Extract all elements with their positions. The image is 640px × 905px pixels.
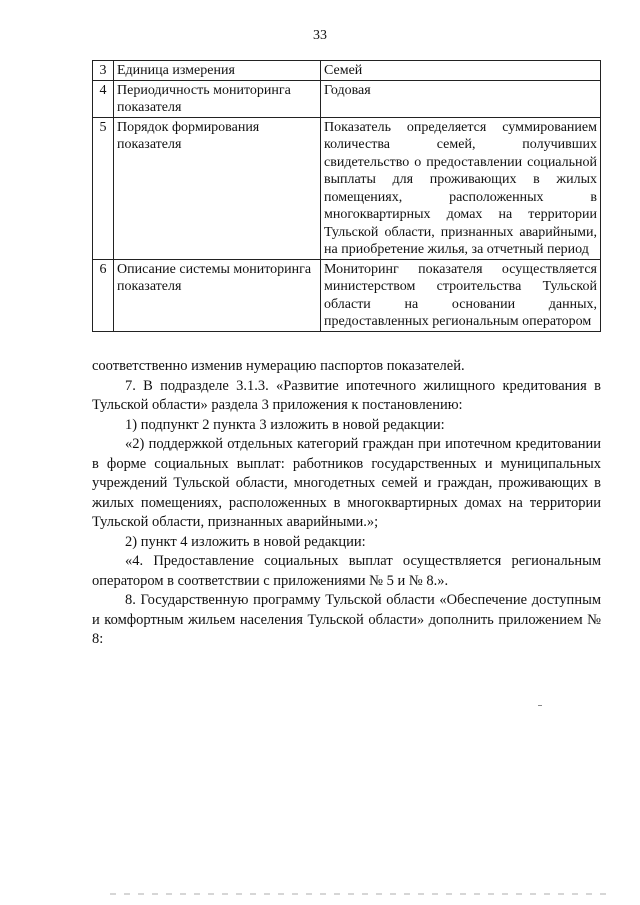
paragraph: 1) подпункт 2 пункта 3 изложить в новой редакции: — [125, 416, 445, 433]
row-value: Показатель определяется суммированием количества семей, получивших свидетельство о предоставлении социальной выплаты для проживающих в жилых помещениях, расположенных в многоквартирных домах на территории Тульской области, признанных аварийными, на приобретение жилья, за отчетный период — [321, 117, 601, 259]
paragraph: «2) поддержкой отдельных категорий граждан при ипотечном кредитовании в форме социальных выплат: работников государственных и муниципальных учреждений Тульской области, многодетных семей и граждан, проживающих в жилых помещениях, расположенных в многоквартирных домах на территории Тульской области, признанных аварийными.»; — [92, 436, 601, 530]
table-row — [93, 80, 601, 117]
row-name: Единица измерения — [114, 61, 321, 81]
row-value: Годовая — [321, 80, 601, 117]
paragraph: 7. В подразделе 3.1.3. «Развитие ипотечного жилищного кредитования в Тульской области» раздела 3 приложения к постановлению: — [92, 377, 601, 413]
scan-artifact — [538, 705, 542, 706]
page-number: 33 — [313, 28, 327, 43]
row-name: Описание системы мониторинга показателя — [114, 259, 321, 331]
scan-footer-artifact — [110, 893, 610, 895]
row-value: Семей — [321, 61, 601, 81]
table-row — [93, 61, 601, 81]
row-number: 3 — [93, 61, 114, 81]
row-name: Порядок формирования показателя — [114, 117, 321, 259]
document-body — [92, 357, 601, 650]
paragraph: 8. Государственную программу Тульской области «Обеспечение доступным и комфортным жильем населения Тульской области» дополнить приложением № 8: — [92, 592, 601, 647]
indicator-passport-table — [92, 60, 601, 332]
row-number: 6 — [93, 259, 114, 331]
row-name: Периодичность мониторинга показателя — [114, 80, 321, 117]
paragraph: 2) пункт 4 изложить в новой редакции: — [125, 533, 366, 550]
table-row — [93, 259, 601, 331]
paragraph: соответственно изменив нумерацию паспортов показателей. — [92, 358, 465, 374]
paragraph: «4. Предоставление социальных выплат осуществляется региональным оператором в соответствии с приложениями № 5 и № 8.». — [92, 553, 601, 589]
row-number: 4 — [93, 80, 114, 117]
row-value: Мониторинг показателя осуществляется министерством строительства Тульской области на основании данных, предоставленных региональным оператором — [321, 259, 601, 331]
table-row — [93, 117, 601, 259]
row-number: 5 — [93, 117, 114, 259]
